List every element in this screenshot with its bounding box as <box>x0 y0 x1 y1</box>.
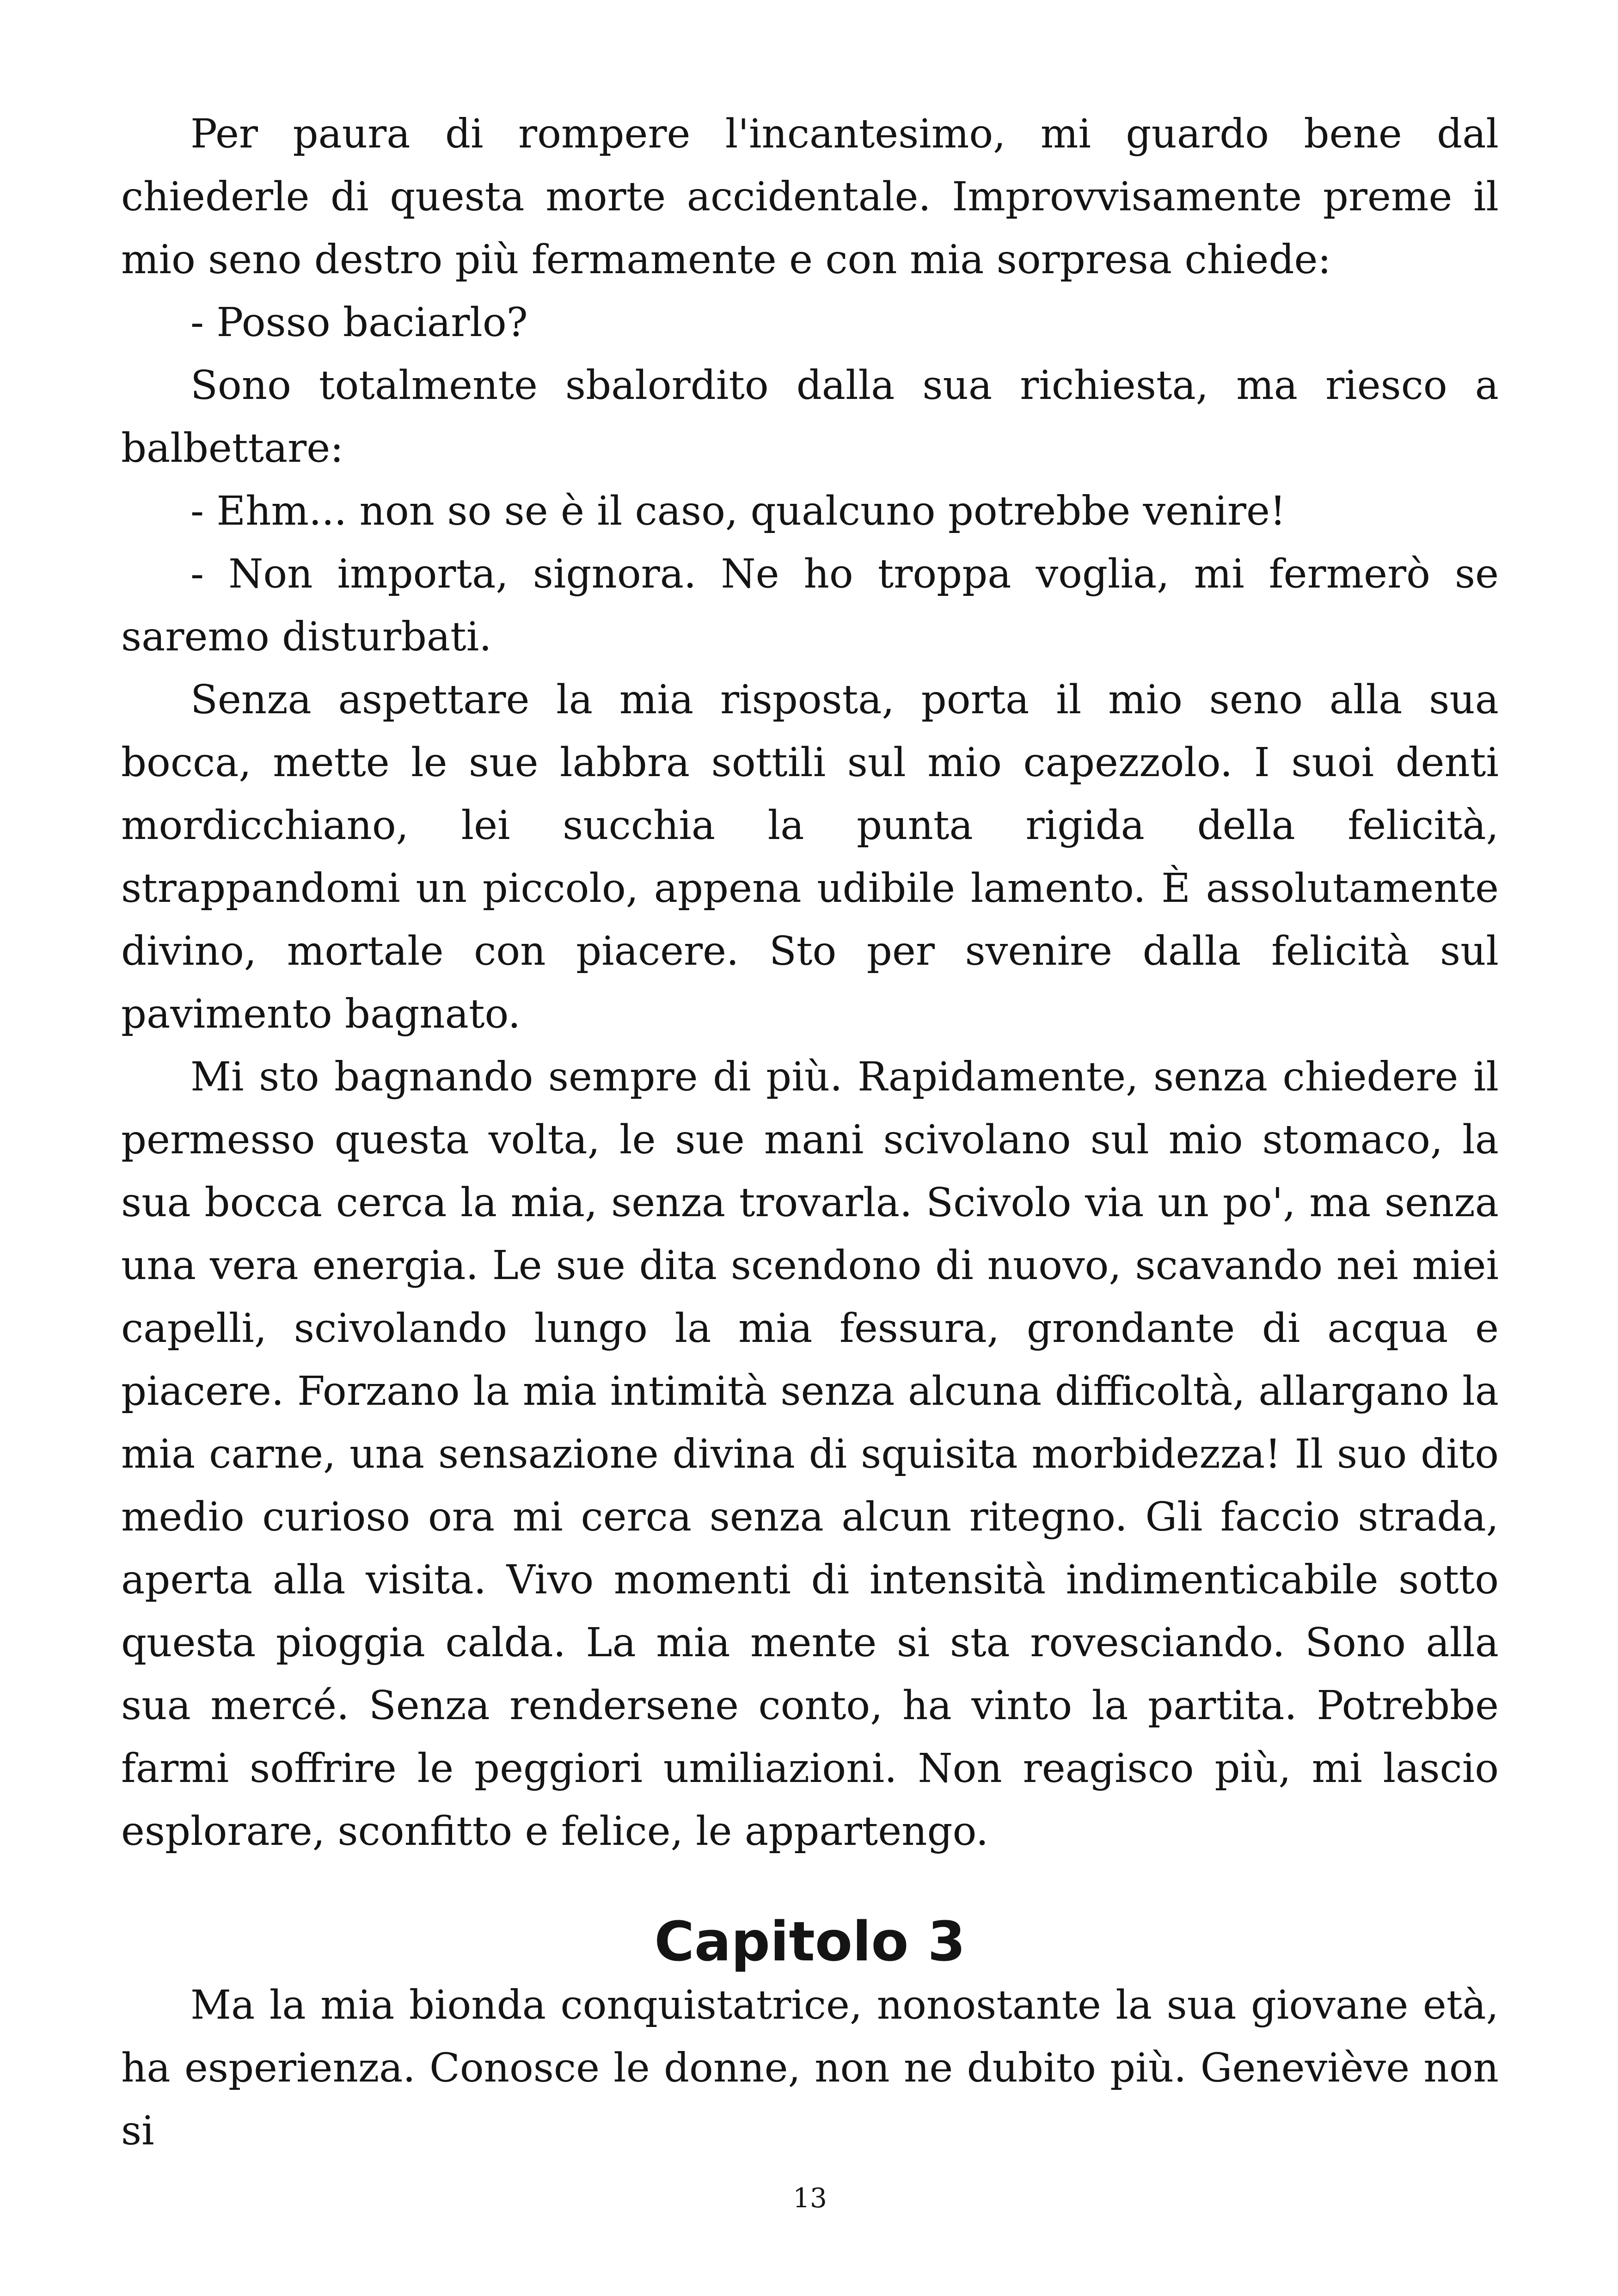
paragraph: Per paura di rompere l'incantesimo, mi guardo bene dal chiederle di questa morte accidentale. Improvvisamente preme il mio seno destro più fermamente e con mia sorpresa chiede: <box>121 111 1499 283</box>
chapter-title: Capitolo 3 <box>654 1910 966 1973</box>
page-number: 13 <box>793 2182 827 2214</box>
body-text <box>121 103 1499 1863</box>
chapter-text <box>121 1974 1499 2162</box>
paragraph: - Posso baciarlo? <box>190 300 528 346</box>
paragraph: Mi sto bagnando sempre di più. Rapidamente, senza chiedere il permesso questa volta, le sue mani scivolano sul mio stomaco, la sua bocca cerca la mia, senza trovarla. Scivolo via un po', ma senza una vera energia. Le sue dita scendono di nuovo, scavando nei miei capelli, scivolando lungo la mia fessura, grondante di acqua e piacere. Forzano la mia intimità senza alcuna difficoltà, allargano la mia carne, una sensazione divina di squisita morbidezza! Il suo dito medio curioso ora mi cerca senza alcun ritegno. Gli faccio strada, aperta alla visita. Vivo momenti di intensità indimenticabile sotto questa pioggia calda. La mia mente si sta rovesciando. Sono alla sua mercé. Senza rendersene conto, ha vinto la partita. Potrebbe farmi soffrire le peggiori umiliazioni. Non reagisco più, mi lascio esplorare, sconfitto e felice, le appartengo. <box>121 1054 1499 1855</box>
paragraph: - Ehm... non so se è il caso, qualcuno potrebbe venire! <box>190 488 1286 534</box>
paragraph: Senza aspettare la mia risposta, porta il mio seno alla sua bocca, mette le sue labbra sottili sul mio capezzolo. I suoi denti mordicchiano, lei succhia la punta rigida della felicità, strappandomi un piccolo, appena udibile lamento. È assolutamente divino, mortale con piacere. Sto per svenire dalla felicità sul pavimento bagnato. <box>121 677 1499 1037</box>
paragraph: Ma la mia bionda conquistatrice, nonostante la sua giovane età, ha esperienza. Conosce le donne, non ne dubito più. Geneviève non si <box>121 1982 1499 2154</box>
paragraph: - Non importa, signora. Ne ho troppa voglia, mi fermerò se saremo disturbati. <box>121 551 1499 660</box>
paragraph: Sono totalmente sbalordito dalla sua richiesta, ma riesco a balbettare: <box>121 362 1499 471</box>
book-page <box>121 0 1499 2296</box>
